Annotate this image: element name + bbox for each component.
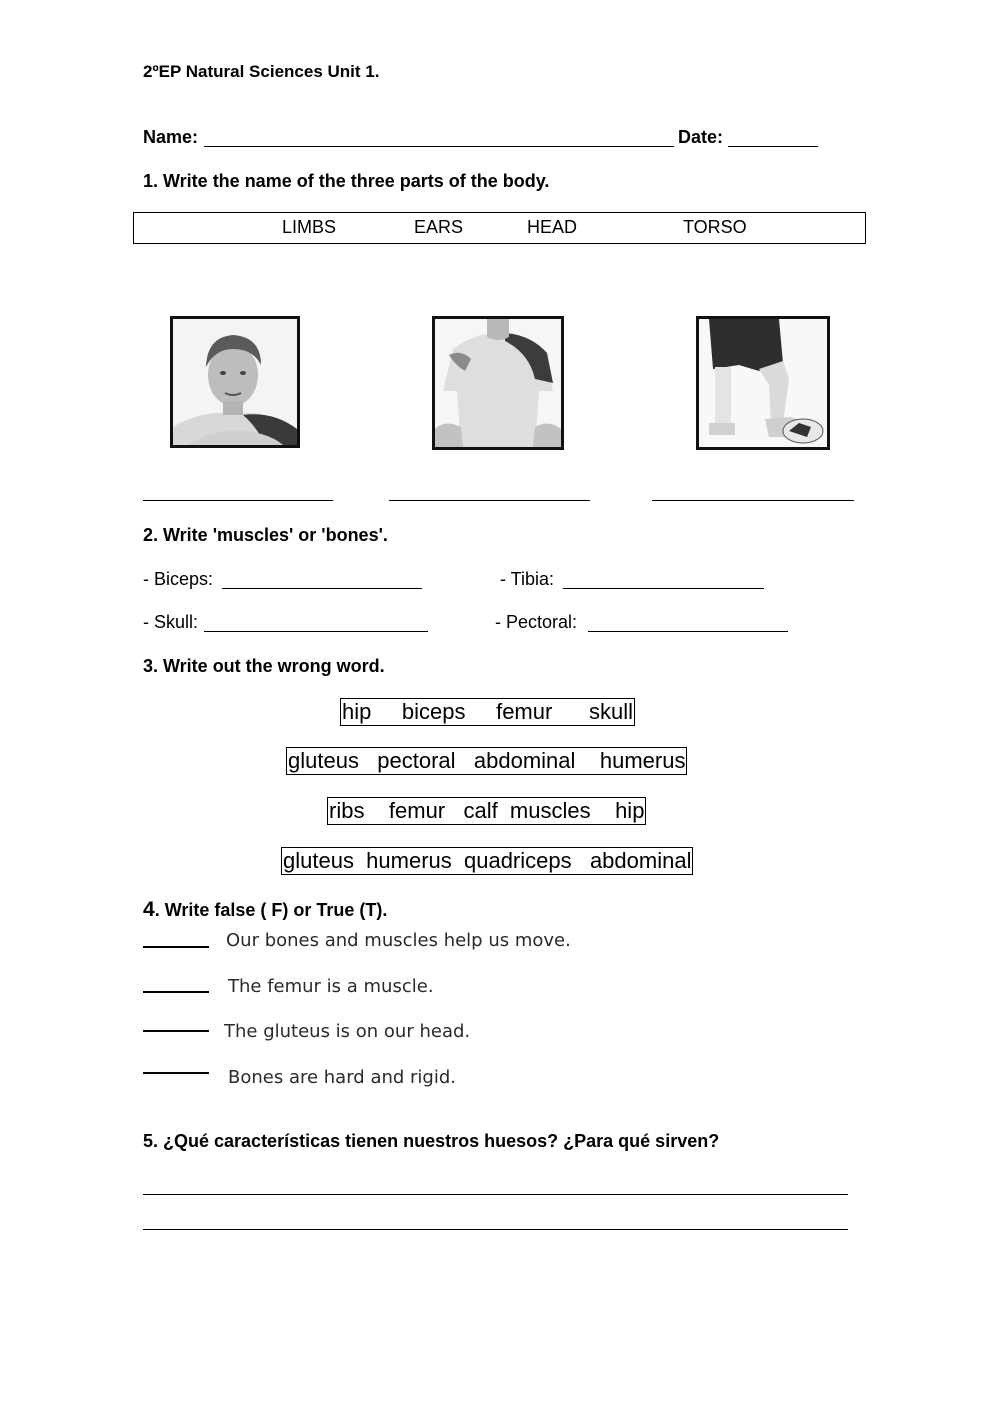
q5-answer-line-2[interactable] xyxy=(143,1229,848,1230)
limbs-photo xyxy=(696,316,830,450)
tf-statement-3: The gluteus is on our head. xyxy=(224,1021,471,1042)
torso-answer-line[interactable] xyxy=(389,500,590,501)
tf-answer-blank-2[interactable] xyxy=(143,991,209,993)
word-bank-item: HEAD xyxy=(527,217,578,237)
head-answer-line[interactable] xyxy=(143,500,333,501)
q4-number: 4 xyxy=(143,898,155,921)
q2-prompt: 2. Write 'muscles' or 'bones'. xyxy=(143,525,388,545)
word-row-2: gluteus pectoral abdominal humerus xyxy=(288,748,686,773)
skull-answer-line[interactable] xyxy=(204,631,428,632)
date-field[interactable] xyxy=(728,146,818,147)
name-field[interactable] xyxy=(204,146,674,147)
word-bank-item: EARS xyxy=(414,217,464,237)
date-label: Date: xyxy=(678,127,724,147)
q4-heading xyxy=(143,898,387,922)
tf-statement-4: Bones are hard and rigid. xyxy=(228,1067,457,1088)
word-row-3: ribs femur calf muscles hip xyxy=(329,798,645,823)
word-bank-box xyxy=(133,212,866,244)
tibia-answer-line[interactable] xyxy=(563,588,764,589)
word-row-1: hip biceps femur skull xyxy=(342,699,633,724)
tf-statement-1: Our bones and muscles help us move. xyxy=(226,930,571,951)
tf-statement-2: The femur is a muscle. xyxy=(228,976,434,997)
tf-answer-blank-1[interactable] xyxy=(143,946,209,948)
limbs-answer-line[interactable] xyxy=(652,500,854,501)
tf-answer-blank-4[interactable] xyxy=(143,1072,209,1074)
name-label: Name: xyxy=(143,127,199,147)
skull-label: - Skull: xyxy=(143,612,199,632)
q1-prompt: 1. Write the name of the three parts of the body. xyxy=(143,171,550,191)
q5-prompt: 5. ¿Qué características tienen nuestros huesos? ¿Para qué sirven? xyxy=(143,1131,720,1151)
word-row-4: gluteus humerus quadriceps abdominal xyxy=(283,848,692,873)
word-bank-item: TORSO xyxy=(683,217,747,237)
q4-prompt: . Write false ( F) or True (T). xyxy=(154,900,388,920)
word-bank-item: LIMBS xyxy=(282,217,337,237)
worksheet-title: 2ºEP Natural Sciences Unit 1. xyxy=(143,62,380,81)
tibia-label: - Tibia: xyxy=(500,569,555,589)
q5-answer-line-1[interactable] xyxy=(143,1194,848,1195)
head-photo xyxy=(170,316,300,448)
tf-answer-blank-3[interactable] xyxy=(143,1030,209,1032)
pectoral-label: - Pectoral: xyxy=(495,612,578,632)
torso-photo xyxy=(432,316,564,450)
biceps-label: - Biceps: xyxy=(143,569,214,589)
q3-prompt: 3. Write out the wrong word. xyxy=(143,656,385,676)
pectoral-answer-line[interactable] xyxy=(588,631,788,632)
biceps-answer-line[interactable] xyxy=(222,588,422,589)
